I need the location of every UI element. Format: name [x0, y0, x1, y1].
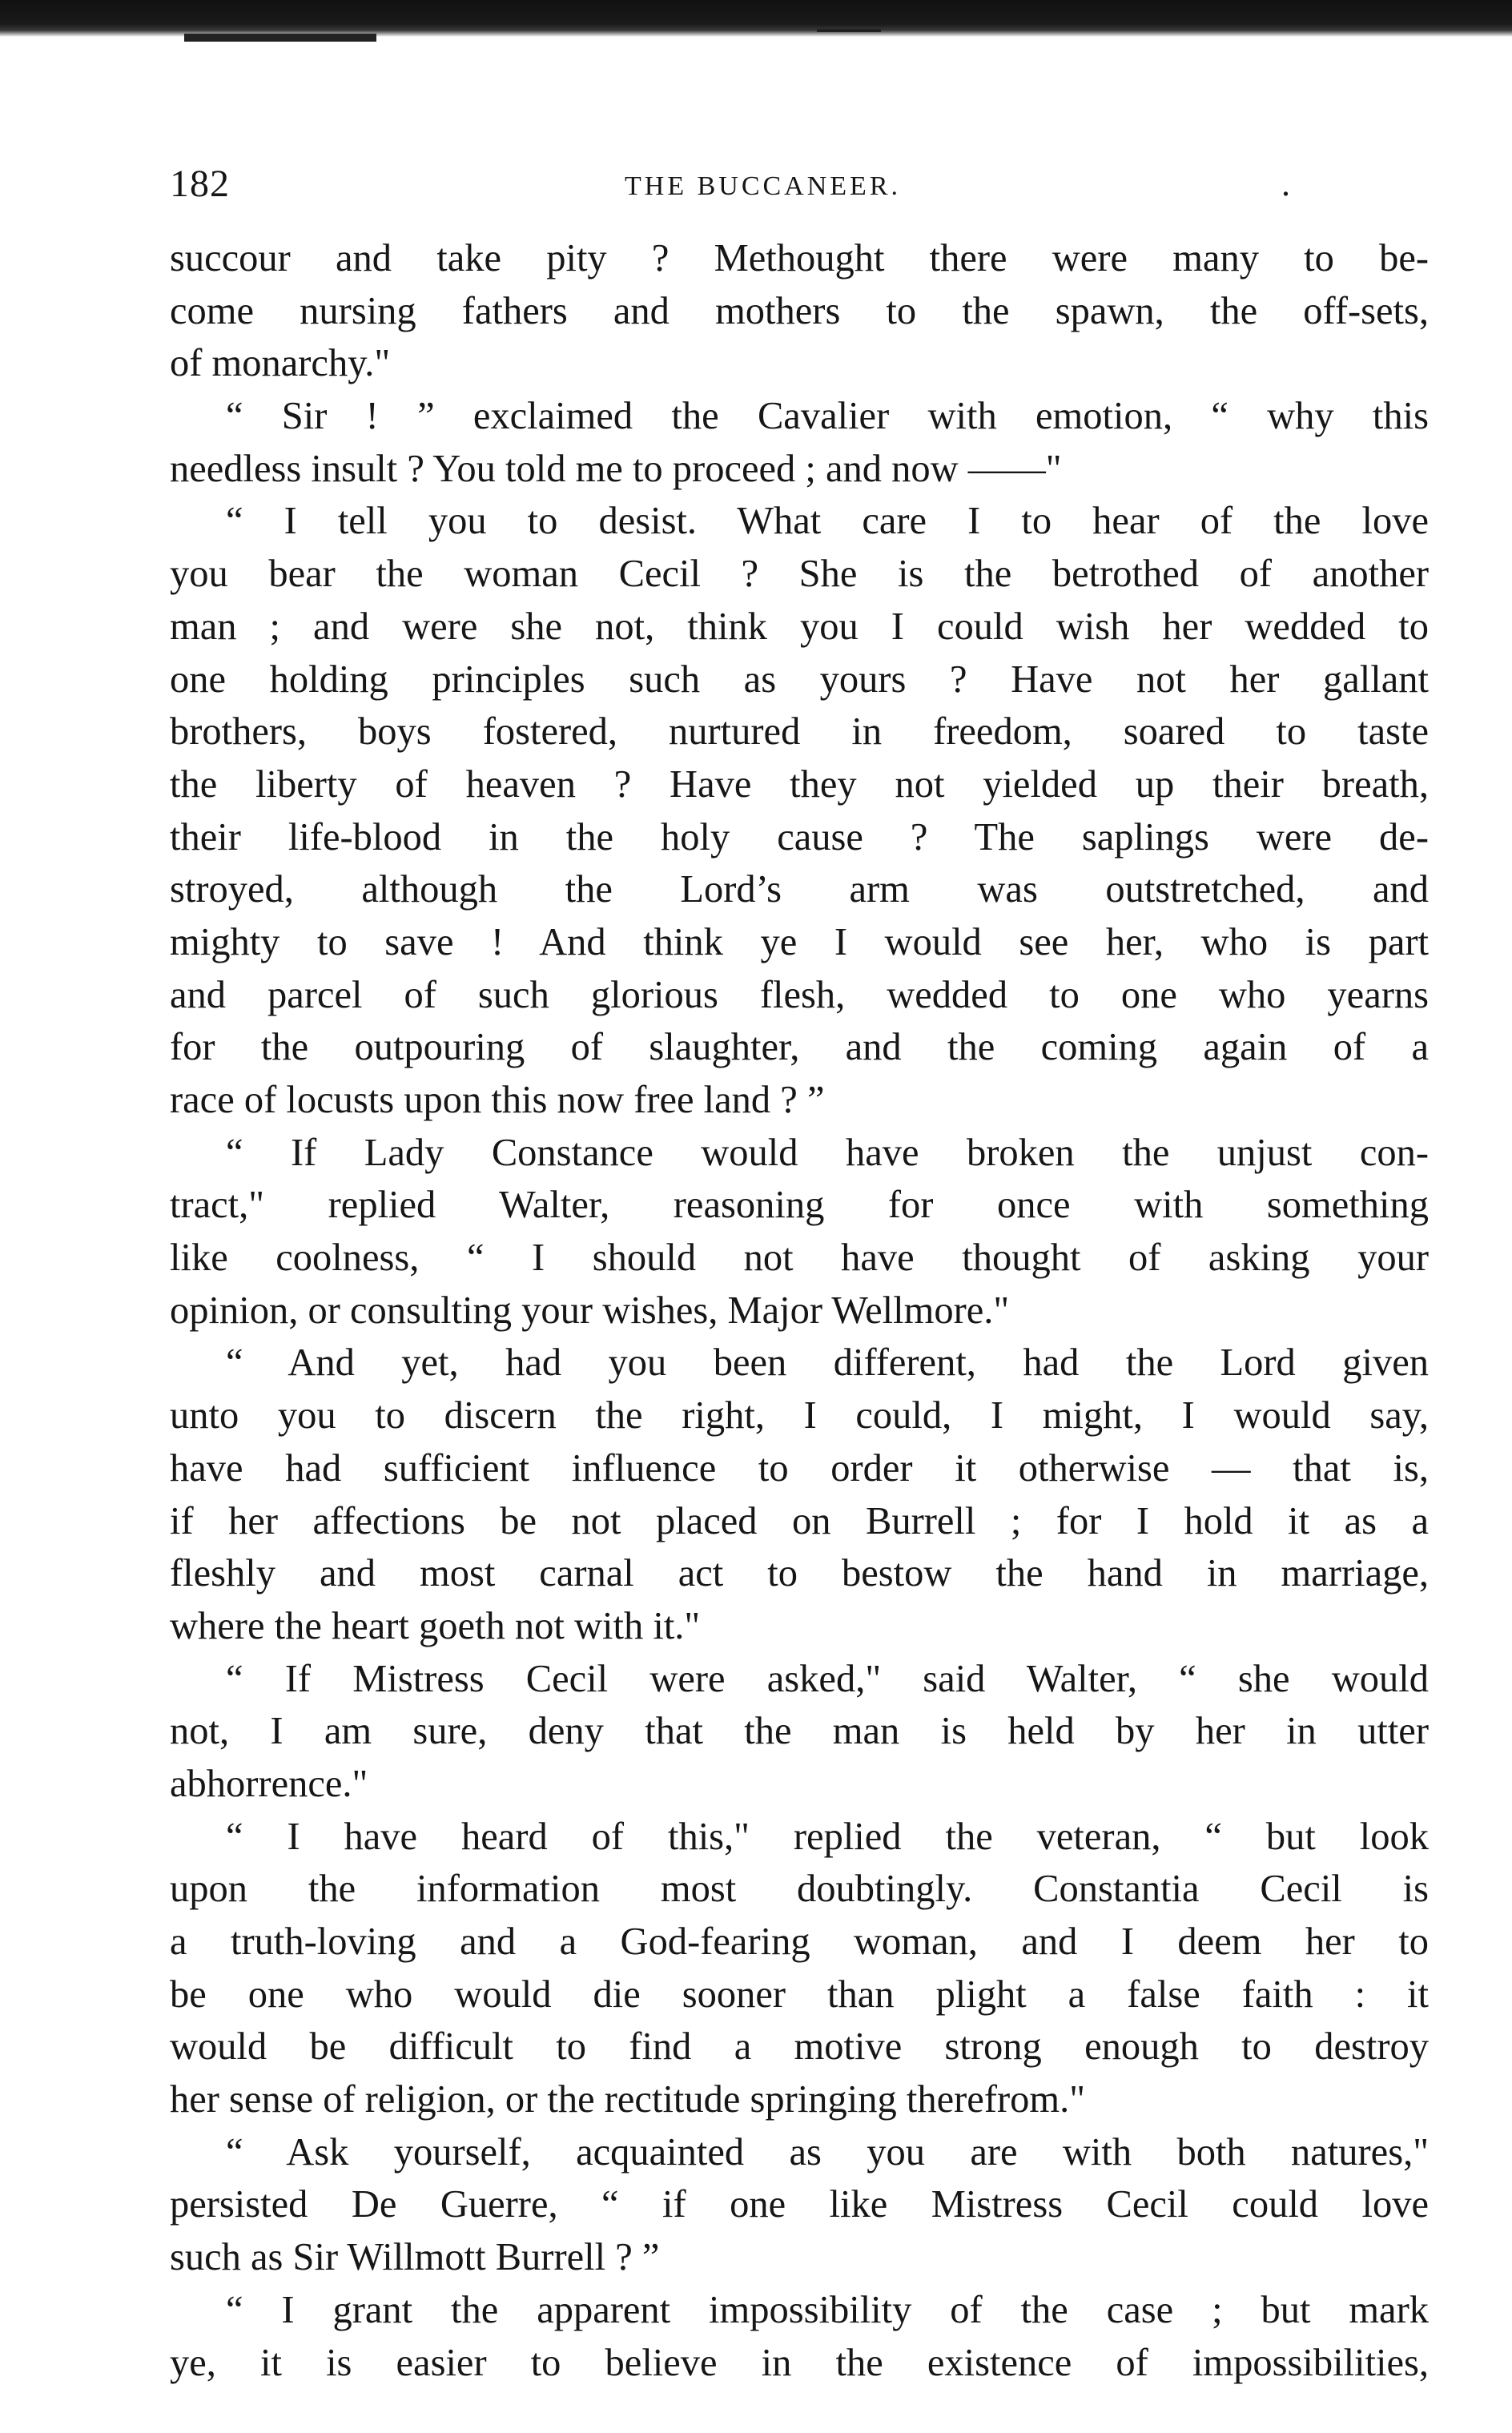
text-line: tract," replied Walter, reasoning for once with something — [170, 1184, 1429, 1227]
text-line: like coolness, “ I should not have thought of asking your — [170, 1237, 1429, 1280]
text-line: “ I have heard of this," replied the veteran, “ but look — [226, 1815, 1429, 1858]
text-line: and parcel of such glorious flesh, wedded to one who yearns — [170, 973, 1429, 1016]
text-line: opinion, or consulting your wishes, Major Wellmore." — [170, 1289, 1010, 1332]
top-border-ink-speck — [817, 29, 881, 32]
text-line: you bear the woman Cecil ? She is the betrothed of another — [170, 553, 1429, 596]
paragraph — [170, 232, 1429, 390]
paragraph — [170, 1811, 1429, 2126]
paragraph — [170, 2284, 1429, 2389]
text-line: “ And yet, had you been different, had the Lord given — [226, 1341, 1429, 1385]
text-line: have had sufficient influence to order it otherwise — that is, — [170, 1446, 1429, 1490]
running-head-mark: . — [1281, 164, 1290, 203]
text-line: the liberty of heaven ? Have they not yielded up their breath, — [170, 762, 1429, 806]
paragraph — [170, 1127, 1429, 1337]
text-line: man ; and were she not, think you I could wish her wedded to — [170, 605, 1429, 648]
text-line: brothers, boys fostered, nurtured in freedom, soared to taste — [170, 710, 1429, 754]
text-line: one holding principles such as yours ? Have not her gallant — [170, 658, 1429, 701]
text-line: of monarchy." — [170, 342, 391, 385]
text-line: “ If Mistress Cecil were asked," said Walter, “ she would — [226, 1657, 1429, 1700]
paragraph — [170, 495, 1429, 1126]
text-line: for the outpouring of slaughter, and the coming again of a — [170, 1026, 1429, 1069]
text-line: a truth-loving and a God-fearing woman, and I deem her to — [170, 1920, 1429, 1963]
text-line: needless insult ? You told me to proceed ; and now ——" — [170, 447, 1062, 490]
text-line: stroyed, although the Lord’s arm was outstretched, and — [170, 868, 1429, 911]
text-line: abhorrence." — [170, 1762, 368, 1805]
running-head — [170, 160, 1451, 208]
page-body-text — [170, 232, 1429, 2389]
paragraph — [170, 1337, 1429, 1652]
text-line: “ Ask yourself, acquainted as you are with both natures," — [226, 2130, 1429, 2174]
text-line: her sense of religion, or the rectitude springing therefrom." — [170, 2078, 1086, 2121]
text-line: succour and take pity ? Methought there were many to be- — [170, 237, 1429, 279]
text-line: “ Sir ! ” exclaimed the Cavalier with emotion, “ why this — [226, 395, 1429, 438]
text-line: ye, it is easier to believe in the existence of impossibilities, — [170, 2341, 1429, 2384]
text-line: if her affections be not placed on Burrell ; for I hold it as a — [170, 1499, 1429, 1542]
text-line: unto you to discern the right, I could, I might, I would say, — [170, 1394, 1429, 1438]
paragraph — [170, 2126, 1429, 2284]
text-line: “ If Lady Constance would have broken the unjust con- — [226, 1131, 1429, 1174]
text-line: not, I am sure, deny that the man is held by her in utter — [170, 1710, 1429, 1753]
text-line: “ I grant the apparent impossibility of the case ; but mark — [226, 2288, 1429, 2331]
text-line: race of locusts upon this now free land ? ” — [170, 1079, 825, 1121]
text-line: be one who would die sooner than plight a false faith : it — [170, 1973, 1429, 2016]
text-line: their life-blood in the holy cause ? The saplings were de- — [170, 815, 1429, 859]
text-line: mighty to save ! And think ye I would see her, who is part — [170, 920, 1429, 963]
text-line: upon the information most doubtingly. Constantia Cecil is — [170, 1868, 1429, 1911]
text-line: fleshly and most carnal act to bestow the hand in marriage, — [170, 1552, 1429, 1595]
paragraph — [170, 390, 1429, 495]
top-border-ink-speck — [184, 34, 376, 42]
text-line: come nursing fathers and mothers to the spawn, the off-sets, — [170, 289, 1429, 332]
text-line: “ I tell you to desist. What care I to hear of the love — [226, 500, 1429, 543]
text-line: would be difficult to find a motive strong enough to destroy — [170, 2025, 1429, 2069]
text-line: persisted De Guerre, “ if one like Mistress Cecil could love — [170, 2183, 1429, 2226]
paragraph — [170, 1653, 1429, 1811]
running-title: THE BUCCANEER. — [625, 171, 901, 201]
page-number: 182 — [170, 163, 230, 205]
text-line: such as Sir Willmott Burrell ? ” — [170, 2236, 660, 2279]
top-border-rule — [0, 0, 1512, 37]
text-line: where the heart goeth not with it." — [170, 1604, 701, 1647]
